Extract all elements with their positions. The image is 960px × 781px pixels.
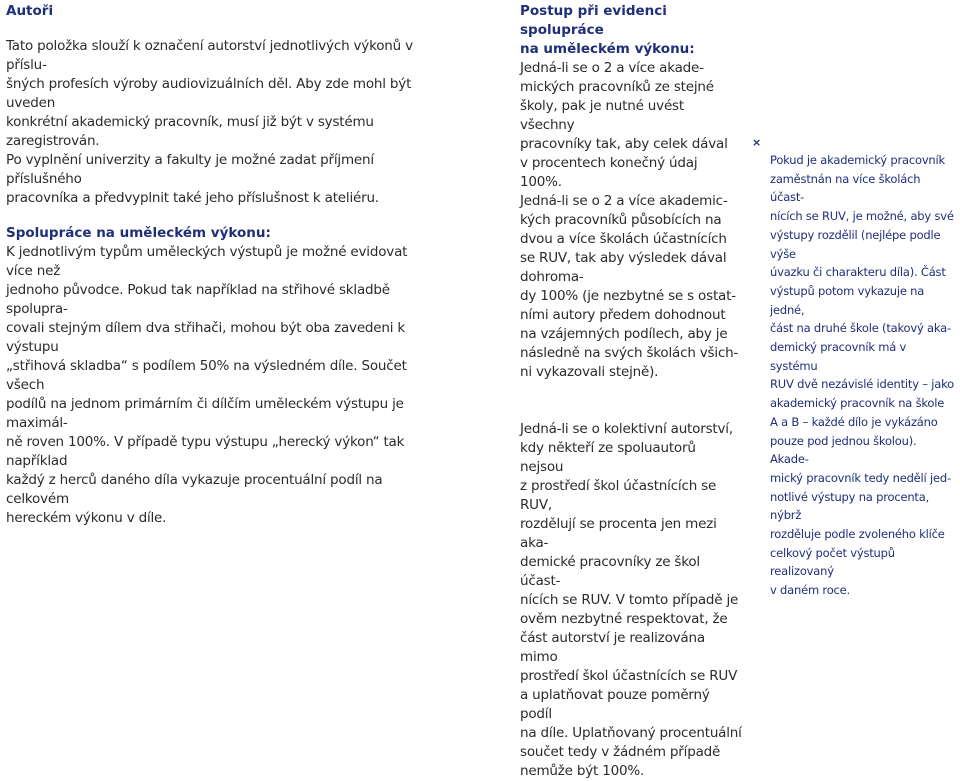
side-note-text: Pokud je akademický pracovník zaměstnán na více školách účast- nících se RUV, je možné, aby své výstupy rozdělil (nejlépe podle výše úvazku či charakteru díla). Část výstupů potom vykazuje na jedné, část na druhé škole (takový aka- demický pracovník má v systému RUV dvě nezávislé identity – jako akademický pracovník na škole A a B – každé dílo je vykázáno pouze pod jednou školou). Akade- mický pracovník tedy nedělí jed- notlivé výstupy na procenta, nýbrž rozděluje podle zvoleného klíče celkový počet výstupů realizovaný v daném roce. bbox=[770, 153, 954, 598]
middle-column bbox=[520, 0, 742, 781]
procedure-paragraph-same-school: Jedná-li se o 2 a více akade- mických pracovníků ze stejné školy, pak je nutné uvést všechny pracovníky tak, aby celek dával v procentech konečný údaj 100%. bbox=[520, 60, 728, 190]
procedure-paragraph-multiple-schools: Jedná-li se o 2 a více akademic- kých pracovníků působících na dvou a více školách účastnících se RUV, tak aby výsledek dával dohroma- dy 100% (je nezbytné se s ostat- ními autory předem dohodnout na vzájemných podílech, aby je následně na svých školách všich- ni vykazovali stejně). bbox=[520, 193, 739, 380]
left-column bbox=[6, 0, 436, 528]
procedure-paragraph-collective: Jedná-li se o kolektivní autorství, kdy někteří ze spoluautorů nejsou z prostředí škol účastnících se RUV, rozdělují se procenta jen mezi aka- demické pracovníky ze škol účast- nících se RUV. V tomto případě je ověm nezbytné respektovat, že část autorství je realizována mimo prostředí škol účastnících se RUV a uplatňovat pouze poměrný podíl na díle. Uplatňovaný procentuální součet tedy v žádném případě nemůže být 100%. bbox=[520, 421, 742, 779]
note-marker-icon: × bbox=[752, 136, 762, 149]
authors-heading: Autoři bbox=[6, 3, 54, 19]
collaboration-heading: Spolupráce na uměleckém výkonu: bbox=[6, 225, 271, 241]
procedure-heading: Postup při evidenci spolupráce na uměleckém výkonu: bbox=[520, 3, 695, 57]
collaboration-text: K jednotlivým typům uměleckých výstupů je možné evidovat více než jednoho původce. Pokud tak například na střihové skladbě spolupra- covali stejným dílem dva střihači, mohou být oba zavedeni k výstupu „střihová skladba“ s podílem 50% na výsledném díle. Součet všech podílů na jednom primárním či dílčím uměleckém výstupu je maximál- ně roven 100%. V případě typu výstupu „herecký výkon“ tak například každý z herců daného díla vykazuje procentuální podíl na celkovém hereckém výkonu v díle. bbox=[6, 244, 408, 526]
authors-intro-text: Tato položka slouží k označení autorství jednotlivých výkonů v příslu- šných profesích výroby audiovizuálních děl. Aby zde mohl být uveden konkrétní akademický pracovník, musí již být v systému zaregistrován. Po vyplnění univerzity a fakulty je možné zadat příjmení příslušného pracovníka a předvyplnit také jeho příslušnost k ateliéru. bbox=[6, 38, 413, 206]
side-note-column bbox=[770, 0, 956, 600]
